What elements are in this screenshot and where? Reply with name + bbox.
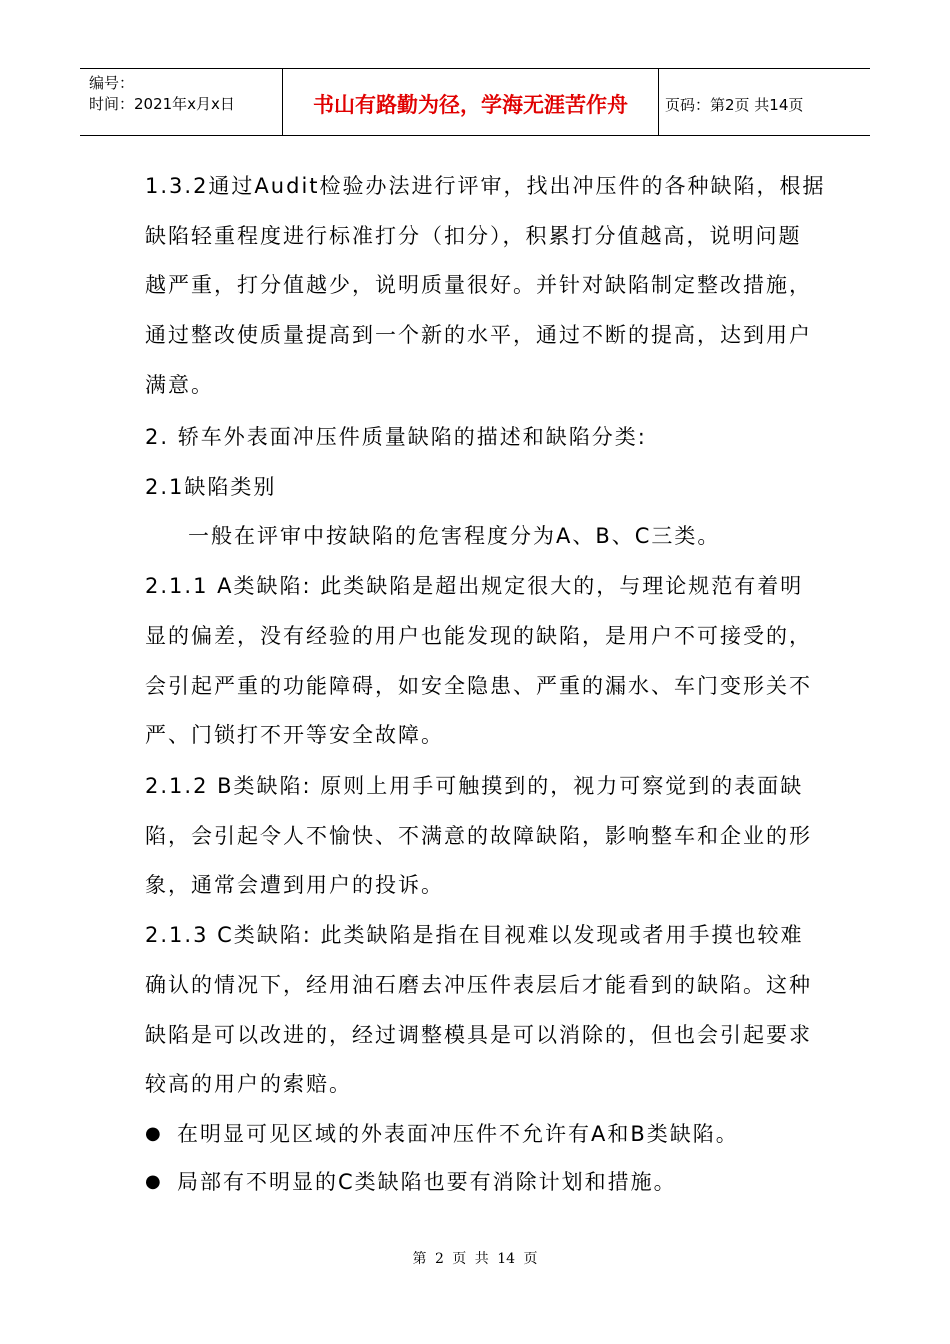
- subsection-heading: 2.1缺陷类别: [145, 475, 277, 499]
- paragraph-line: 一般在评审中按缺陷的危害程度分为A、B、C三类。: [188, 524, 721, 548]
- section-heading: 2. 轿车外表面冲压件质量缺陷的描述和缺陷分类:: [145, 425, 647, 449]
- paragraph-line: 会引起严重的功能障碍，如安全隐患、严重的漏水、车门变形关不: [145, 674, 812, 698]
- bullet-icon: ●: [145, 1170, 161, 1192]
- list-item: [145, 1166, 677, 1196]
- page-header: [80, 68, 870, 136]
- paragraph-line: 越严重，打分值越少，说明质量很好。并针对缺陷制定整改措施，: [145, 273, 812, 297]
- header-motto: 书山有路勤为径，学海无涯苦作舟: [282, 69, 659, 135]
- paragraph-line: 严、门锁打不开等安全故障。: [145, 723, 444, 747]
- paragraph-line: 2.1.1 A类缺陷: 此类缺陷是超出规定很大的，与理论规范有着明: [145, 574, 804, 598]
- paragraph-line: 1.3.2通过Audit检验办法进行评审，找出冲压件的各种缺陷，根据: [145, 174, 826, 198]
- list-item-text: 局部有不明显的C类缺陷也要有消除计划和措施。: [177, 1170, 677, 1194]
- paragraph-line: 象，通常会遭到用户的投诉。: [145, 873, 444, 897]
- paragraph-line: 缺陷是可以改进的，经过调整模具是可以消除的，但也会引起要求: [145, 1023, 812, 1047]
- paragraph-line: 2.1.2 B类缺陷: 原则上用手可触摸到的，视力可察觉到的表面缺: [145, 774, 804, 798]
- list-item-text: 在明显可见区域的外表面冲压件不允许有A和B类缺陷。: [177, 1122, 739, 1146]
- paragraph-line: 显的偏差，没有经验的用户也能发现的缺陷，是用户不可接受的，: [145, 624, 812, 648]
- paragraph-line: 满意。: [145, 373, 214, 397]
- header-meta: [80, 69, 282, 135]
- list-item: [145, 1118, 739, 1148]
- header-page-info: 页码：第2页 共14页: [665, 95, 804, 114]
- number-label: 编号：: [89, 74, 135, 92]
- paragraph-line: 通过整改使质量提高到一个新的水平，通过不断的提高，达到用户: [145, 323, 812, 347]
- paragraph-line: 缺陷轻重程度进行标准打分（扣分），积累打分值越高，说明问题: [145, 224, 802, 248]
- page-footer: 第 2 页 共 14 页: [412, 1251, 538, 1267]
- time-label: 时间：2021年x月x日: [89, 95, 235, 113]
- bullet-icon: ●: [145, 1122, 161, 1144]
- paragraph-line: 2.1.3 C类缺陷: 此类缺陷是指在目视难以发现或者用手摸也较难: [145, 923, 804, 947]
- paragraph-line: 确认的情况下，经用油石磨去冲压件表层后才能看到的缺陷。这种: [145, 973, 812, 997]
- paragraph-line: 较高的用户的索赔。: [145, 1072, 352, 1096]
- paragraph-line: 陷，会引起令人不愉快、不满意的故障缺陷，影响整车和企业的形: [145, 824, 812, 848]
